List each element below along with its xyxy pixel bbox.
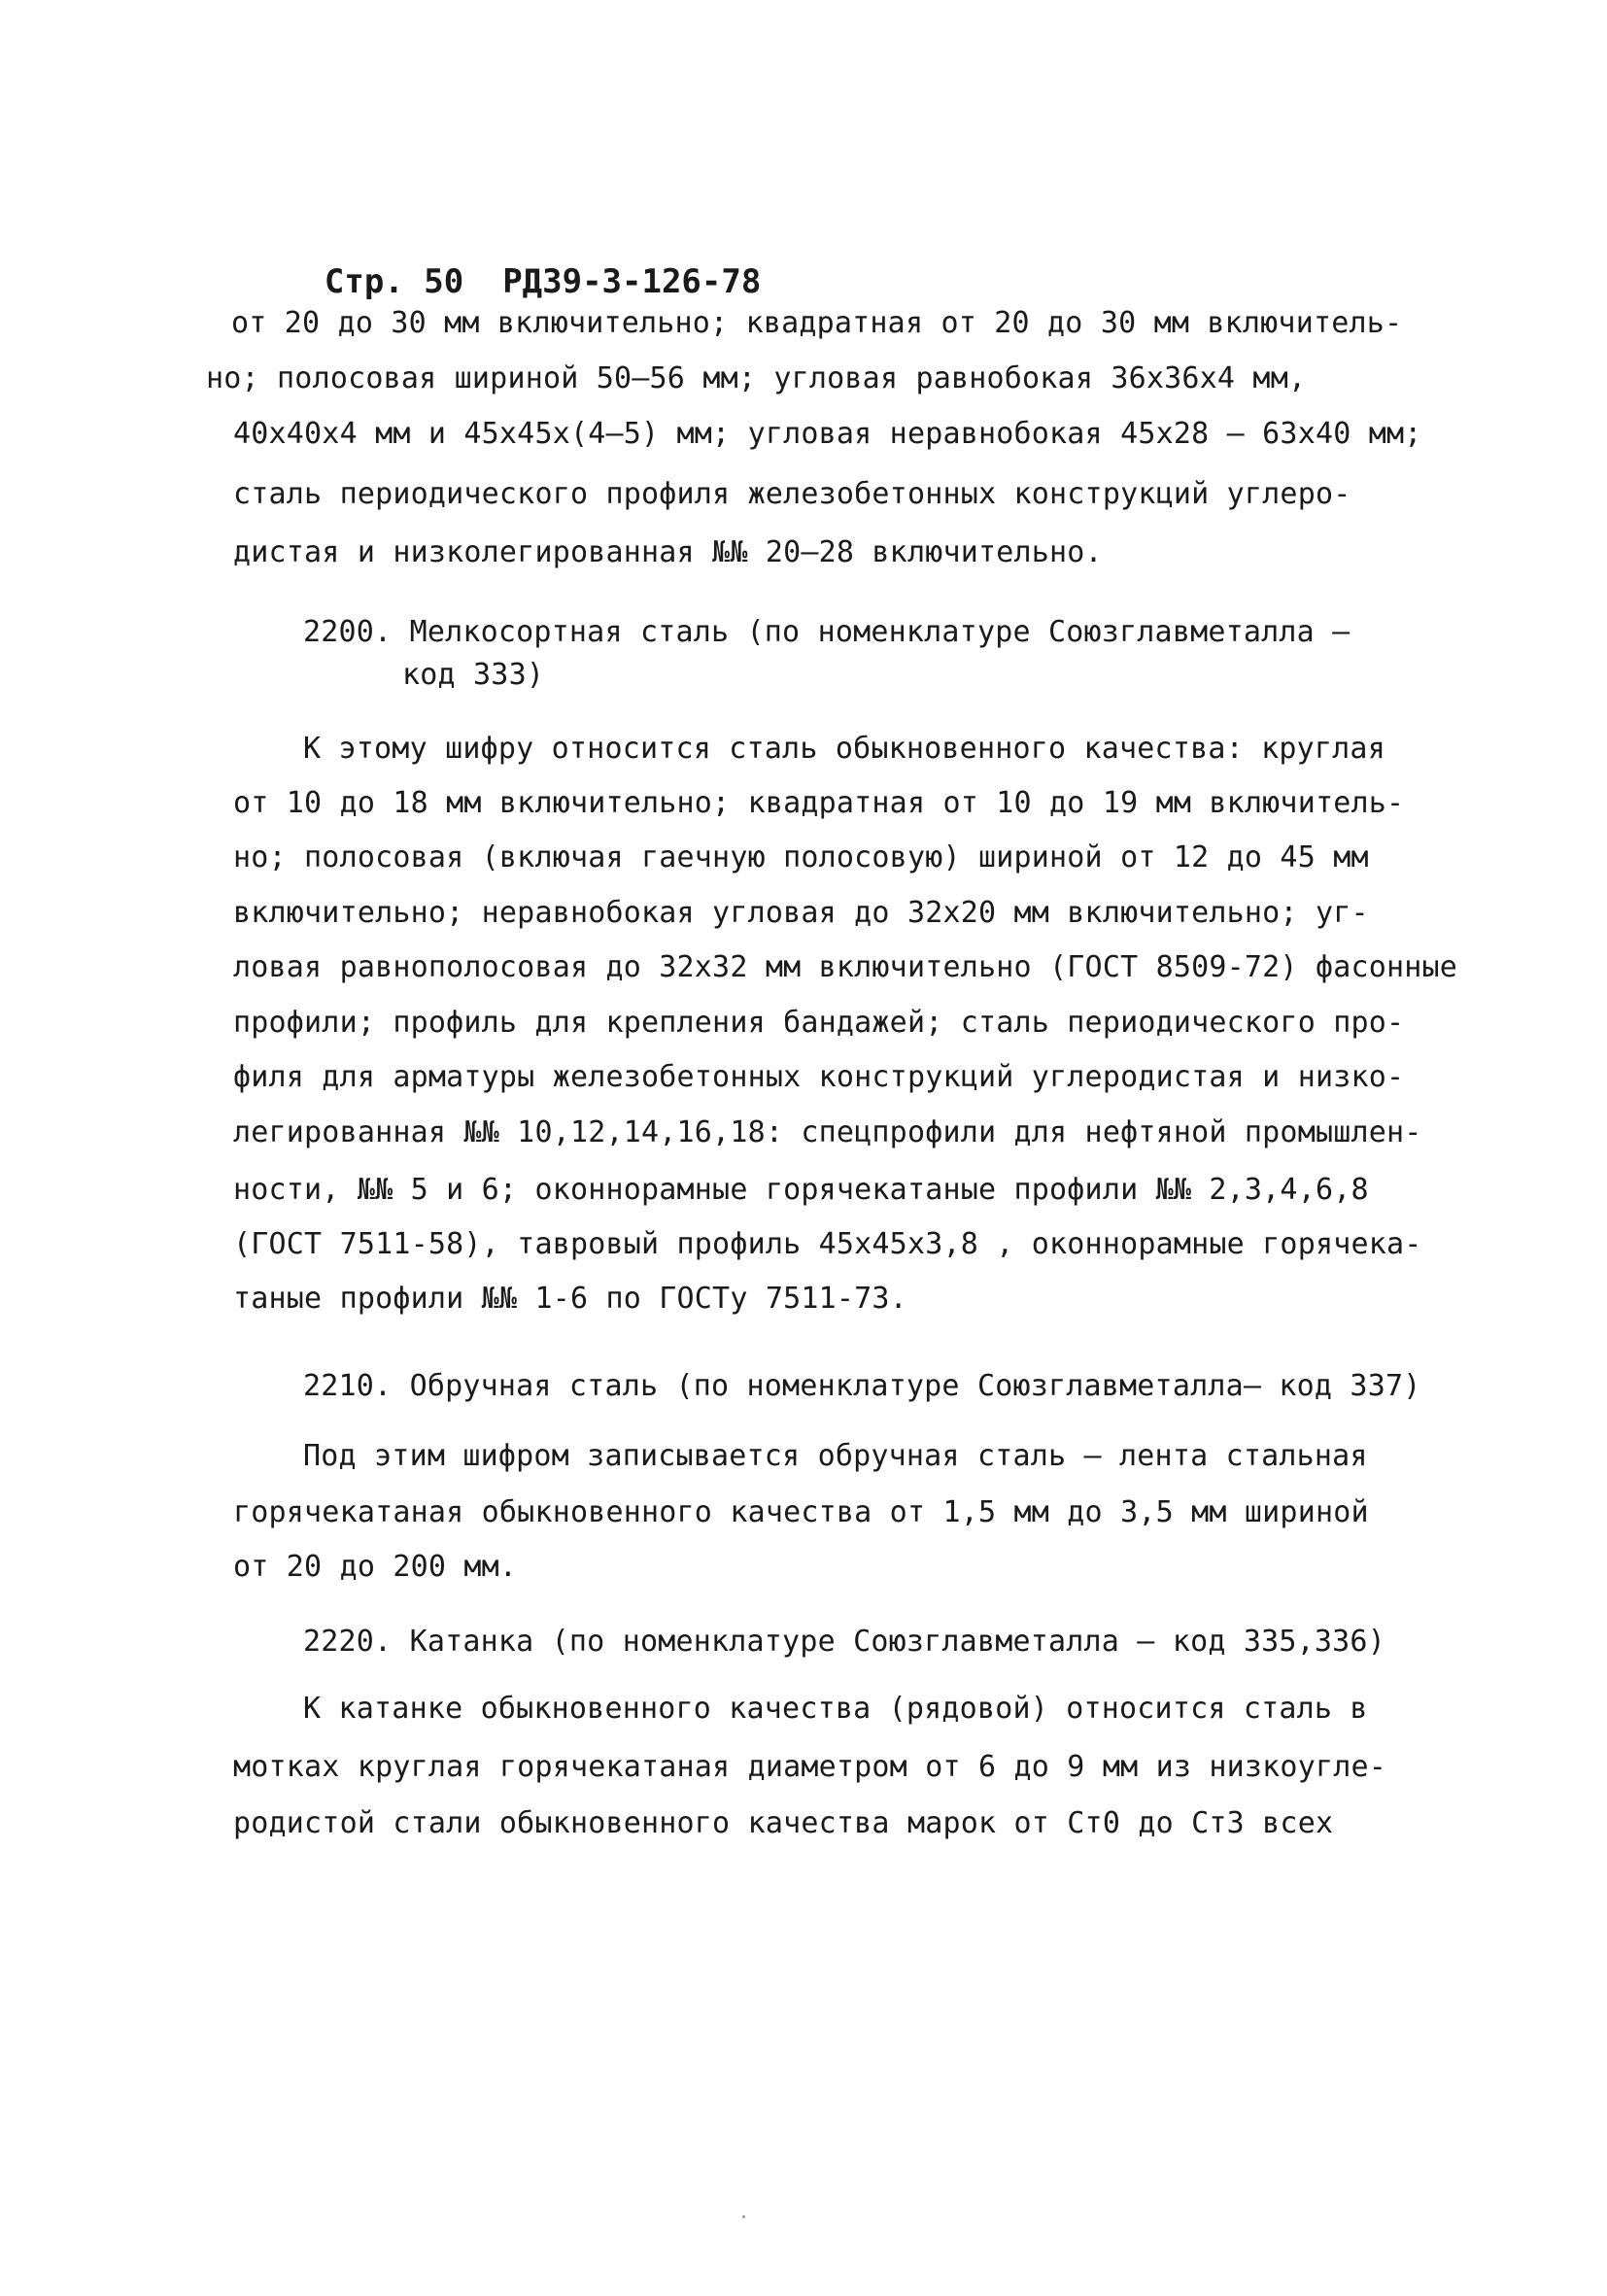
section-heading: 2200. Мелкосортная сталь (по номенклатуре Союзглавметалла –: [303, 615, 1351, 649]
text-line: от 20 до 30 мм включительно; квадратная от 20 до 30 мм включитель-: [231, 306, 1403, 340]
text-line: родистой стали обыкновенного качества марок от Ст0 до Ст3 всех: [233, 1806, 1334, 1840]
section-heading: код 333): [402, 658, 545, 692]
section-heading: 2220. Катанка (по номенклатуре Союзглавметалла – код 335,336): [303, 1625, 1385, 1659]
text-line: 40х40х4 мм и 45х45х(4–5) мм; угловая неравнобокая 45х28 – 63х40 мм;: [233, 417, 1422, 451]
text-line: сталь периодического профиля железобетонных конструкций углеро-: [233, 477, 1351, 511]
text-line: филя для арматуры железобетонных конструкций углеродистая и низко-: [233, 1060, 1405, 1094]
text-line: дистая и низколегированная №№ 20–28 включительно.: [233, 535, 1103, 569]
section-heading: 2210. Обручная сталь (по номенклатуре Союзглавметалла– код 337): [303, 1369, 1421, 1403]
text-line: мотках круглая горячекатаная диаметром от 6 до 9 мм из низкоугле-: [233, 1750, 1386, 1784]
text-line: от 10 до 18 мм включительно; квадратная от 10 до 19 мм включитель-: [233, 786, 1405, 820]
text-line: таные профили №№ 1-6 по ГОСТу 7511-73.: [233, 1282, 907, 1316]
text-line: К этому шифру относится сталь обыкновенного качества: круглая: [303, 732, 1385, 766]
text-line: (ГОСТ 7511-58), тавровый профиль 45х45х3,8 , оконнорамные горячека-: [233, 1227, 1422, 1261]
document-code: РД39-3-126-78: [502, 262, 762, 301]
text-line: но; полосовая шириной 50–56 мм; угловая равнобокая 36х36х4 мм,: [206, 361, 1307, 395]
text-line: включительно; неравнобокая угловая до 32х20 мм включительно; уг-: [233, 896, 1369, 930]
text-line: ловая равнополосовая до 32х32 мм включительно (ГОСТ 8509-72) фасонные: [233, 950, 1458, 984]
text-line: ности, №№ 5 и 6; оконнорамные горячекатаные профили №№ 2,3,4,6,8: [233, 1173, 1369, 1207]
text-line: К катанке обыкновенного качества (рядовой) относится сталь в: [303, 1692, 1368, 1726]
text-line: горячекатаная обыкновенного качества от 1,5 мм до 3,5 мм шириной: [233, 1495, 1369, 1529]
text-line: Под этим шифром записывается обручная сталь – лента стальная: [303, 1439, 1368, 1473]
scan-speck: [742, 2215, 745, 2218]
text-line: но; полосовая (включая гаечную полосовую) шириной от 12 до 45 мм: [233, 840, 1369, 874]
text-line: легированная №№ 10,12,14,16,18: спецпрофили для нефтяной промышлен-: [233, 1115, 1422, 1149]
page-number: Стр. 50: [324, 262, 464, 301]
text-line: от 20 до 200 мм.: [233, 1550, 518, 1584]
text-line: профили; профиль для крепления бандажей; сталь периодического про-: [233, 1006, 1405, 1040]
